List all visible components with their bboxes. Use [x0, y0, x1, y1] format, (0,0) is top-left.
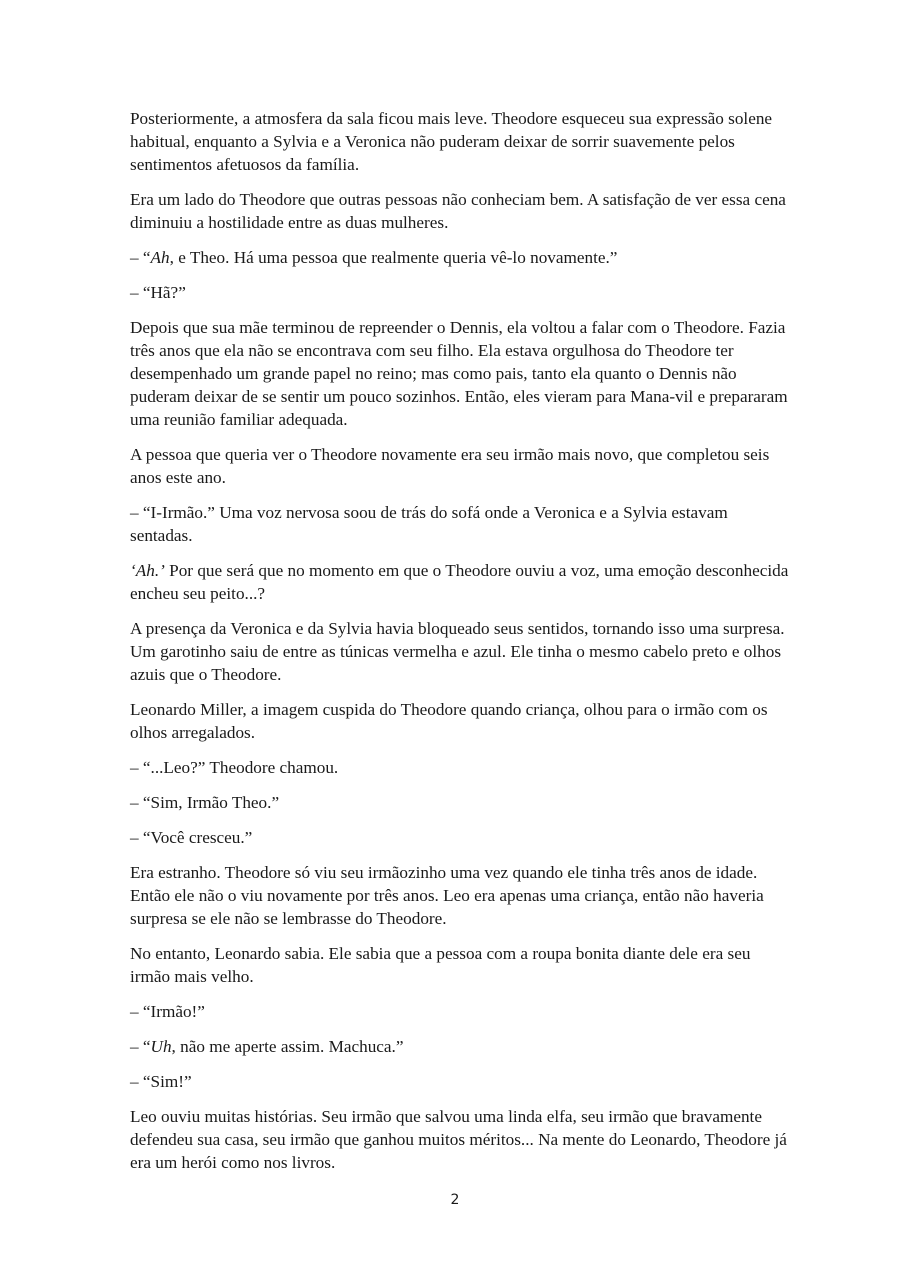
- paragraph: [130, 861, 790, 930]
- text-run: – “Sim!”: [130, 1072, 192, 1091]
- text-run: , não me aperte assim. Machuca.”: [171, 1037, 404, 1056]
- paragraph: [130, 559, 790, 605]
- paragraph: [130, 281, 790, 304]
- text-run: Por que será que no momento em que o Theodore ouviu a voz, uma emoção desconhecida encheu seu peito...?: [130, 561, 789, 603]
- page-body-text: [130, 107, 790, 1186]
- paragraph: [130, 443, 790, 489]
- italic-text-run: Ah: [150, 248, 170, 267]
- paragraph: [130, 1070, 790, 1093]
- paragraph: [130, 316, 790, 431]
- italic-text-run: Uh: [150, 1037, 172, 1056]
- paragraph: [130, 698, 790, 744]
- text-run: , e Theo. Há uma pessoa que realmente queria vê-lo novamente.”: [169, 248, 618, 267]
- paragraph: [130, 942, 790, 988]
- paragraph: [130, 1035, 790, 1058]
- paragraph: [130, 188, 790, 234]
- text-run: – “Hã?”: [130, 283, 186, 302]
- text-run: A pessoa que queria ver o Theodore novamente era seu irmão mais novo, que completou seis anos este ano.: [130, 445, 770, 487]
- text-run: – “Você cresceu.”: [130, 828, 253, 847]
- text-run: – “...Leo?” Theodore chamou.: [130, 758, 339, 777]
- text-run: Depois que sua mãe terminou de repreender o Dennis, ela voltou a falar com o Theodore. Fazia três anos que ela não se encontrava com seu filho. Ela estava orgulhosa do Theodore ter desempenhado um grande papel no reino; mas como pais, tanto ela quanto o Dennis não puderam deixar de se sentir um pouco sozinhos. Então, eles vieram para Mana-vil e prepararam uma reunião familiar adequada.: [130, 318, 788, 429]
- paragraph: [130, 826, 790, 849]
- text-run: – “Irmão!”: [130, 1002, 205, 1021]
- paragraph: [130, 1000, 790, 1023]
- paragraph: [130, 501, 790, 547]
- text-run: Era estranho. Theodore só viu seu irmãozinho uma vez quando ele tinha três anos de idade. Então ele não o viu novamente por três anos. Leo era apenas uma criança, então não haveria surpresa se ele não se lembrasse do Theodore.: [130, 863, 764, 928]
- paragraph: [130, 617, 790, 686]
- text-run: – “I-Irmão.” Uma voz nervosa soou de trás do sofá onde a Veronica e a Sylvia estavam sentadas.: [130, 503, 728, 545]
- italic-text-run: ‘Ah.’: [130, 561, 165, 580]
- text-run: No entanto, Leonardo sabia. Ele sabia que a pessoa com a roupa bonita diante dele era seu irmão mais velho.: [130, 944, 751, 986]
- text-run: A presença da Veronica e da Sylvia havia bloqueado seus sentidos, tornando isso uma surpresa. Um garotinho saiu de entre as túnicas vermelha e azul. Ele tinha o mesmo cabelo preto e olhos azuis que o Theodore.: [130, 619, 785, 684]
- text-run: Leonardo Miller, a imagem cuspida do Theodore quando criança, olhou para o irmão com os olhos arregalados.: [130, 700, 768, 742]
- page-number: 2: [450, 1192, 460, 1208]
- text-run: Posteriormente, a atmosfera da sala ficou mais leve. Theodore esqueceu sua expressão solene habitual, enquanto a Sylvia e a Veronica não puderam deixar de sorrir suavemente pelos sentimentos afetuosos da família.: [130, 109, 773, 174]
- text-run: Era um lado do Theodore que outras pessoas não conheciam bem. A satisfação de ver essa cena diminuiu a hostilidade entre as duas mulheres.: [130, 190, 786, 232]
- paragraph: [130, 756, 790, 779]
- paragraph: [130, 791, 790, 814]
- text-run: – “: [130, 248, 151, 267]
- text-run: – “: [130, 1037, 151, 1056]
- paragraph: [130, 246, 790, 269]
- text-run: Leo ouviu muitas histórias. Seu irmão que salvou uma linda elfa, seu irmão que bravamente defendeu sua casa, seu irmão que ganhou muitos méritos... Na mente do Leonardo, Theodore já era um herói como nos livros.: [130, 1107, 787, 1172]
- text-run: – “Sim, Irmão Theo.”: [130, 793, 280, 812]
- paragraph: [130, 107, 790, 176]
- paragraph: [130, 1105, 790, 1174]
